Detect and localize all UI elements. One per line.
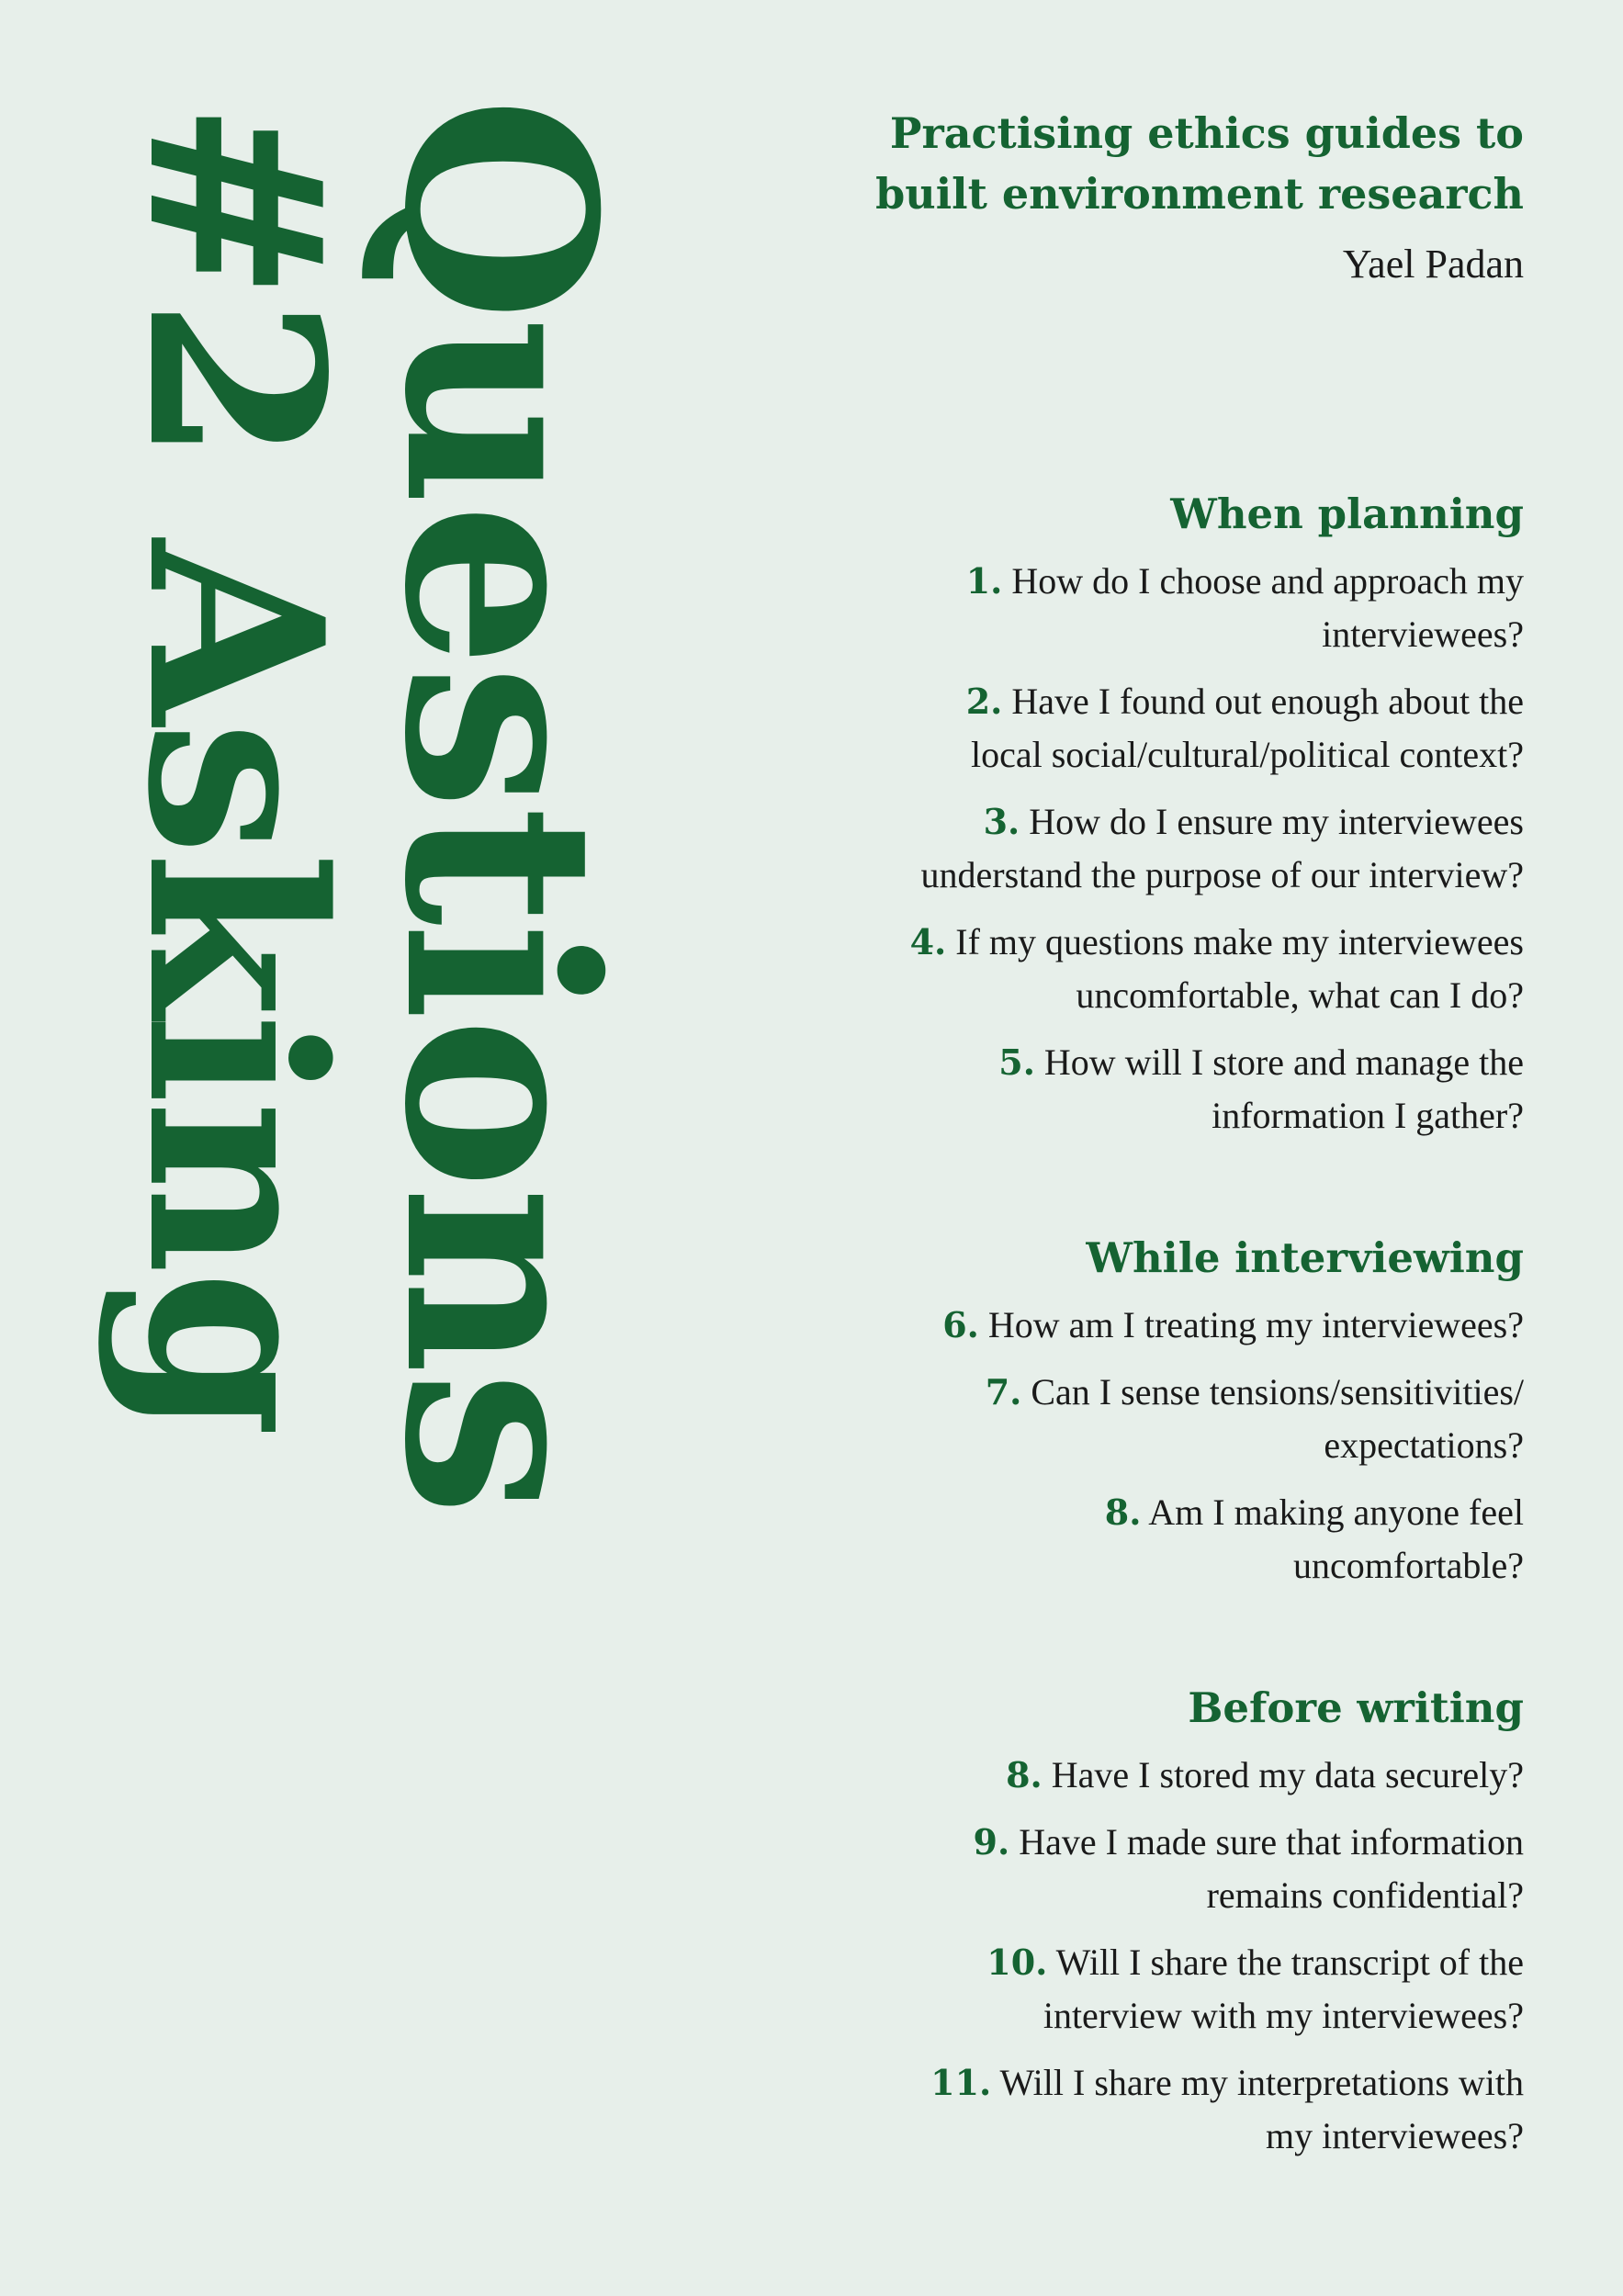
question-text: Can I sense tensions/sensitivities/ — [1031, 1371, 1524, 1412]
question-number: 4. — [909, 921, 947, 962]
question-item — [826, 1816, 1524, 1922]
question-item — [826, 795, 1524, 902]
question-text: How am I treating my interviewees? — [987, 1304, 1524, 1345]
question-text-cont: information I gather? — [1212, 1095, 1524, 1136]
question-text: How do I choose and approach my — [1011, 560, 1524, 602]
section-while-interviewing — [826, 1231, 1524, 1606]
question-text-cont: expectations? — [1324, 1424, 1524, 1466]
question-text: How will I store and manage the — [1043, 1041, 1524, 1083]
question-text: If my questions make my interviewees — [955, 921, 1524, 962]
title-line-1: #2 Asking — [95, 101, 375, 1435]
question-text: Will I share the transcript of the — [1055, 1941, 1524, 1983]
question-number: 1. — [965, 560, 1003, 602]
section-when-planning — [826, 487, 1524, 1156]
question-number: 9. — [973, 1821, 1010, 1863]
question-item — [826, 1486, 1524, 1593]
question-text: Have I stored my data securely? — [1051, 1754, 1524, 1795]
question-text-cont: remains confidential? — [1206, 1874, 1524, 1916]
question-number: 6. — [942, 1304, 979, 1345]
question-number: 5. — [998, 1041, 1035, 1083]
question-item — [826, 1036, 1524, 1142]
question-text-cont: uncomfortable, what can I do? — [1076, 974, 1524, 1016]
question-text: Am I making anyone feel — [1148, 1491, 1524, 1533]
guide-title — [826, 103, 1524, 224]
question-item — [826, 555, 1524, 661]
question-text-cont: my interviewees? — [1266, 2115, 1524, 2156]
question-number: 7. — [985, 1371, 1022, 1412]
question-text-cont: understand the purpose of our interview? — [920, 854, 1524, 895]
question-text: Have I found out enough about the — [1011, 681, 1524, 722]
author-name: Yael Padan — [1342, 242, 1524, 287]
question-item — [826, 1749, 1524, 1802]
question-number: 8. — [1006, 1754, 1043, 1795]
question-number: 10. — [986, 1941, 1048, 1983]
question-number: 3. — [983, 801, 1020, 842]
question-text: How do I ensure my interviewees — [1029, 801, 1524, 842]
section-heading: Before writing — [1188, 1683, 1524, 1732]
question-text: Will I share my interpretations with — [999, 2062, 1524, 2103]
question-text-cont: interview with my interviewees? — [1043, 1995, 1524, 2036]
title-line-2: Questions — [347, 96, 652, 1514]
question-number: 11. — [930, 2062, 992, 2103]
question-item — [826, 1299, 1524, 1352]
question-item — [826, 2056, 1524, 2163]
question-text-cont: uncomfortable? — [1293, 1545, 1524, 1586]
question-text-cont: interviewees? — [1322, 613, 1524, 655]
section-heading: When planning — [1170, 490, 1524, 538]
section-heading: While interviewing — [1086, 1233, 1524, 1282]
question-item — [826, 1936, 1524, 2043]
question-item — [826, 1366, 1524, 1472]
question-text-cont: local social/cultural/political context? — [971, 734, 1524, 775]
question-item — [826, 916, 1524, 1022]
guide-title-line-1: Practising ethics guides to — [889, 108, 1524, 158]
question-item — [826, 675, 1524, 782]
question-text: Have I made sure that information — [1019, 1821, 1524, 1863]
question-number: 2. — [965, 681, 1003, 722]
section-before-writing — [826, 1681, 1524, 2177]
guide-title-line-2: built environment research — [875, 169, 1524, 219]
question-number: 8. — [1104, 1491, 1142, 1533]
